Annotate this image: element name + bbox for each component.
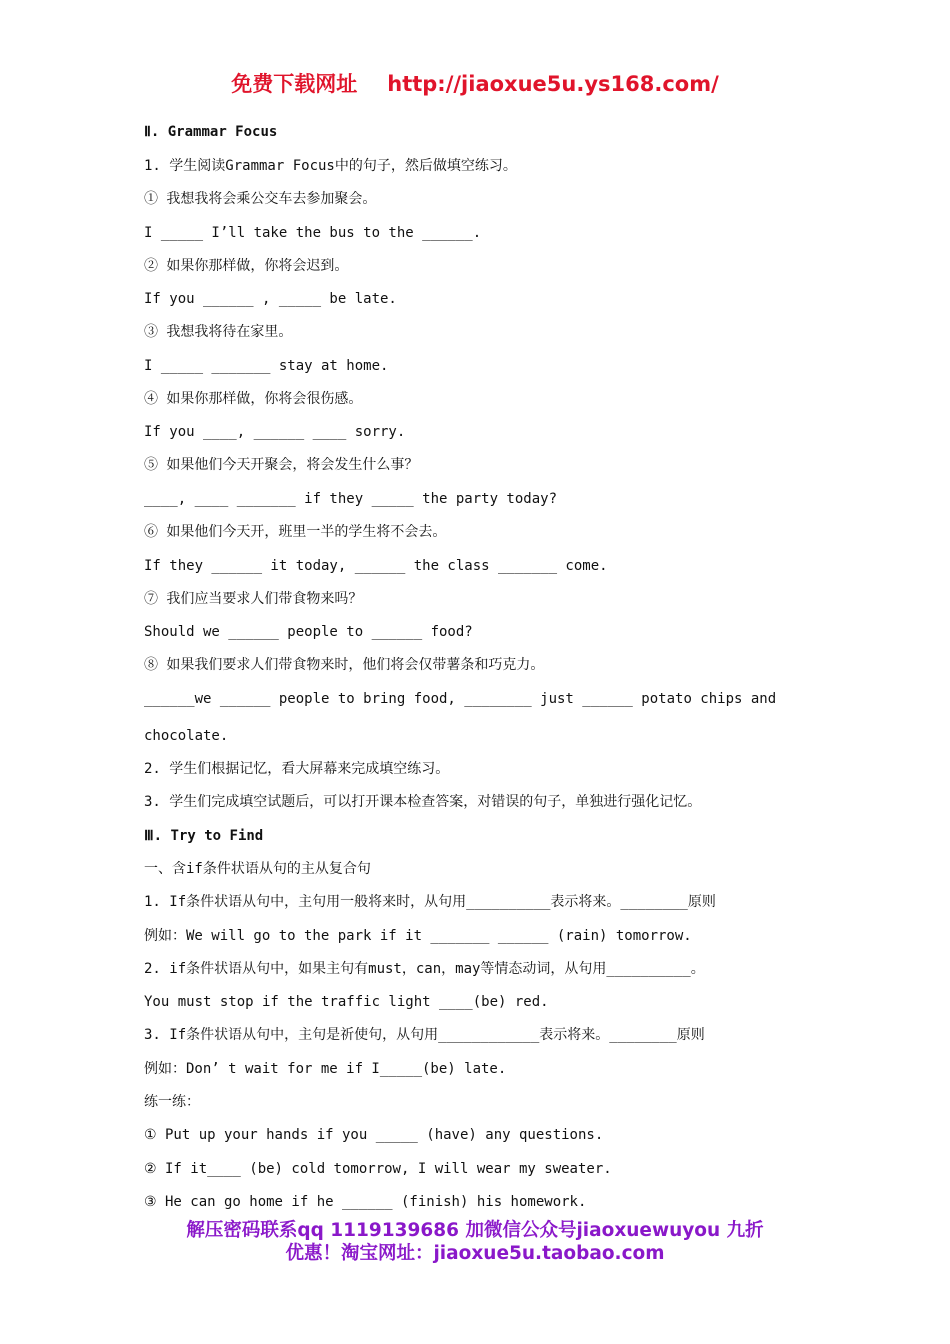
text-line: ____, ____ _______ if they _____ the party today?	[144, 491, 558, 507]
text-line: 1. If条件状语从句中，主句用一般将来时，从句用__________表示将来。________原则	[144, 894, 716, 910]
text-line: 2. 学生们根据记忆，看大屏幕来完成填空练习。	[144, 761, 450, 777]
text-line: ⑦ 我们应当要求人们带食物来吗？	[144, 591, 363, 607]
text-line: If you ______ , _____ be late.	[144, 291, 397, 307]
header-url-link[interactable]: http://jiaoxue5u.ys168.com/	[387, 72, 719, 96]
header-title: 免费下载网址	[231, 72, 358, 96]
text-line: 1. 学生阅读Grammar Focus中的句子，然后做填空练习。	[144, 158, 517, 174]
text-line: If they ______ it today, ______ the class _______ come.	[144, 558, 608, 574]
text-line: 一、含if条件状语从句的主从复合句	[144, 861, 371, 877]
text-line: You must stop if the traffic light ____(be) red.	[144, 994, 549, 1010]
text-line: Should we ______ people to ______ food?	[144, 624, 473, 640]
text-line: ④ 如果你那样做，你将会很伤感。	[144, 391, 363, 407]
text-line: 例如：We will go to the park if it _______ ______ (rain) tomorrow.	[144, 928, 692, 944]
text-line: ⑥ 如果他们今天开，班里一半的学生将不会去。	[144, 524, 447, 540]
text-line: 3. 学生们完成填空试题后，可以打开课本检查答案，对错误的句子，单独进行强化记忆。	[144, 794, 702, 810]
footer-line-2: 优惠！淘宝网址：jiaoxue5u.taobao.com	[285, 1243, 665, 1264]
text-line: ______we ______ people to bring food, ________ just ______ potato chips and	[144, 691, 777, 707]
section-2-heading: Ⅱ. Grammar Focus	[144, 124, 278, 140]
text-line: ② 如果你那样做，你将会迟到。	[144, 258, 349, 274]
page-header	[0, 68, 950, 98]
text-line: 例如：Don’ t wait for me if I_____(be) late.	[144, 1061, 507, 1077]
text-line: If you ____, ______ ____ sorry.	[144, 424, 406, 440]
text-line: ⑤ 如果他们今天开聚会，将会发生什么事？	[144, 457, 419, 473]
text-line: I _____ I’ll take the bus to the ______.	[144, 225, 482, 241]
text-line: 练一练：	[144, 1094, 200, 1110]
text-line: ① Put up your hands if you _____ (have) any questions.	[144, 1127, 604, 1143]
section-3-heading: Ⅲ. Try to Find	[144, 828, 264, 844]
text-line: chocolate.	[144, 728, 229, 744]
text-line: ⑧ 如果我们要求人们带食物来时，他们将会仅带薯条和巧克力。	[144, 657, 545, 673]
text-line: ③ He can go home if he ______ (finish) his homework.	[144, 1194, 587, 1210]
text-line: I _____ _______ stay at home.	[144, 358, 389, 374]
text-line: ② If it____ (be) cold tomorrow, I will wear my sweater.	[144, 1161, 612, 1177]
text-line: ① 我想我将会乘公交车去参加聚会。	[144, 191, 377, 207]
footer-line-1: 解压密码联系qq 1119139686 加微信公众号jiaoxuewuyou 九折	[186, 1220, 764, 1241]
text-line: ③ 我想我将待在家里。	[144, 324, 293, 340]
text-line: 3. If条件状语从句中，主句是祈使句，从句用____________表示将来。________原则	[144, 1027, 705, 1043]
text-line: 2. if条件状语从句中，如果主句有must，can，may等情态动词，从句用__________。	[144, 961, 705, 977]
